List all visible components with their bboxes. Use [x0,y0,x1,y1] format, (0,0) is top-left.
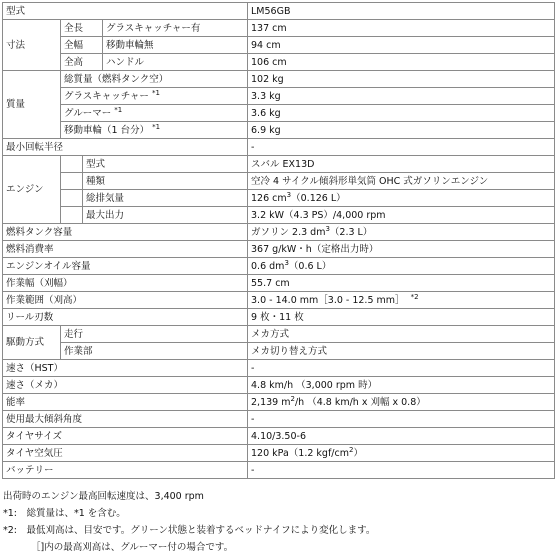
value-efficiency [248,394,555,411]
value-mass-groomer: 3.6 kg [248,105,555,122]
row-length [3,20,555,37]
note-line: *2: 最低刈高は、目安です。グリーン状態と装着するベッドナイフにより変化します。 [3,525,376,536]
value-oil [248,258,555,275]
value-text: 2,139 m [251,396,291,408]
row-fuel-tank [3,224,555,241]
superscript: 3 [325,224,330,233]
value-engine-type: 空冷 4 サイクル傾斜形単気筒 OHC 式ガソリンエンジン [248,173,555,190]
group-engine: エンジン [3,156,61,224]
value-mass-total: 102 kg [248,71,555,88]
label-mass-groomer [61,105,248,122]
value-engine-displacement [248,190,555,207]
value-reel-blades: 9 枚・11 枚 [248,309,555,326]
label-cut-width: 作業幅（刈幅） [3,275,248,292]
spacer-cell [61,173,83,190]
value-fuel-tank [248,224,555,241]
row-cut-width [3,275,555,292]
label-cut-height: 作業範囲（刈高） [3,292,248,309]
label-engine-output: 最大出力 [83,207,248,224]
label-battery: バッテリー [3,462,248,479]
label-oil: エンジンオイル容量 [3,258,248,275]
group-dimensions: 寸法 [3,20,61,71]
value-text: ガソリン 2.3 dm [251,226,326,238]
note-line: 出荷時のエンジン最高回転速度は、3,400 rpm [3,491,204,502]
note-line: *1: 総質量は、*1 を含む。 [3,508,126,519]
row-efficiency [3,394,555,411]
group-drive: 駆動方式 [3,326,61,360]
value-text: 3.0 - 14.0 mm［3.0 - 12.5 mm］ [251,294,405,306]
row-mass-catcher [3,88,555,105]
value-height: 106 cm [248,54,555,71]
footnote-mark: *1 [151,88,160,97]
row-fuel-consumption [3,241,555,258]
group-mass: 質量 [3,71,61,139]
sub-width: 移動車輪無 [103,37,248,54]
superscript: 3 [284,258,289,267]
row-battery [3,462,555,479]
superscript: 2 [290,394,295,403]
value-fuel-consumption: 367 g/kW・h（定格出力時） [248,241,555,258]
row-tire-pressure [3,445,555,462]
label-fuel-consumption: 燃料消費率 [3,241,248,258]
row-model [3,3,555,20]
label-speed-hst: 速さ（HST） [3,360,248,377]
spacer-cell [61,156,83,173]
value-drive-travel: メカ方式 [248,326,555,343]
row-oil [3,258,555,275]
row-tire-size [3,428,555,445]
label-engine-type: 種類 [83,173,248,190]
value-text: （0.126 L） [291,192,346,204]
label-speed-mech: 速さ（メカ） [3,377,248,394]
row-max-slope [3,411,555,428]
value-mass-wheels: 6.9 kg [248,122,555,139]
label-length: 全長 [61,20,103,37]
row-mass-total [3,71,555,88]
row-engine-type [3,173,555,190]
value-mass-catcher: 3.3 kg [248,88,555,105]
footnote-mark: *1 [152,122,161,131]
label-engine-displacement: 総排気量 [83,190,248,207]
row-engine-model [3,156,555,173]
value-text: 120 kPa（1.2 kgf/cm [251,447,349,459]
row-speed-hst [3,360,555,377]
label-mass-groomer-text: グルーマー [64,107,112,119]
label-fuel-tank: 燃料タンク容量 [3,224,248,241]
row-engine-displacement [3,190,555,207]
label-mass-wheels-text: 移動車輪（1 台分） [64,124,150,136]
label-efficiency: 能率 [3,394,248,411]
value-text: 0.6 dm [251,260,285,272]
sub-length: グラスキャッチャー有 [103,20,248,37]
row-height [3,54,555,71]
label-drive-travel: 走行 [61,326,248,343]
row-drive-work [3,343,555,360]
label-mass-catcher-text: グラスキャッチャー [64,90,149,102]
footnote-mark: *2 [410,292,419,301]
label-mass-total: 総質量（燃料タンク空） [61,71,248,88]
label-engine-model: 型式 [83,156,248,173]
value-drive-work: メカ切り替え方式 [248,343,555,360]
spacer-cell [61,207,83,224]
value-text: （0.6 L） [288,260,332,272]
value-width: 94 cm [248,37,555,54]
value-speed-hst: - [248,360,555,377]
footnote-mark: *1 [114,105,123,114]
row-speed-mech [3,377,555,394]
row-engine-output [3,207,555,224]
value-text: （2.3 L） [329,226,373,238]
label-reel-blades: リール刃数 [3,309,248,326]
value-tire-size: 4.10/3.50-6 [248,428,555,445]
label-drive-work: 作業部 [61,343,248,360]
note-line: ［]内の最高刈高は、グルーマー付の場合です。 [31,542,234,553]
value-max-slope: - [248,411,555,428]
label-mass-catcher [61,88,248,105]
row-reel-blades [3,309,555,326]
value-tire-pressure [248,445,555,462]
row-mass-groomer [3,105,555,122]
value-engine-output: 3.2 kW（4.3 PS）/4,000 rpm [248,207,555,224]
label-max-slope: 使用最大傾斜角度 [3,411,248,428]
label-width: 全幅 [61,37,103,54]
label-height: 全高 [61,54,103,71]
value-cut-width: 55.7 cm [248,275,555,292]
label-tire-pressure: タイヤ空気圧 [3,445,248,462]
value-model: LM56GB [248,3,555,20]
row-cut-height [3,292,555,309]
row-width [3,37,555,54]
value-battery: - [248,462,555,479]
superscript: 2 [348,445,354,454]
row-mass-wheels [3,122,555,139]
row-drive-travel [3,326,555,343]
value-cut-height [248,292,555,309]
label-model: 型式 [3,3,248,20]
footnotes [3,488,553,556]
sub-height: ハンドル [103,54,248,71]
label-mass-wheels [61,122,248,139]
label-tire-size: タイヤサイズ [3,428,248,445]
value-text: 126 cm [251,192,287,204]
value-length: 137 cm [248,20,555,37]
superscript: 3 [286,190,292,199]
label-turn-radius: 最小回転半径 [3,139,248,156]
value-text: ） [353,447,363,459]
value-speed-mech: 4.8 km/h （3,000 rpm 時） [248,377,555,394]
row-turn-radius [3,139,555,156]
spec-table [2,2,555,479]
value-text: /h （4.8 km/h x 刈幅 x 0.8） [294,396,426,408]
value-engine-model: スバル EX13D [248,156,555,173]
value-turn-radius: - [248,139,555,156]
spacer-cell [61,190,83,207]
